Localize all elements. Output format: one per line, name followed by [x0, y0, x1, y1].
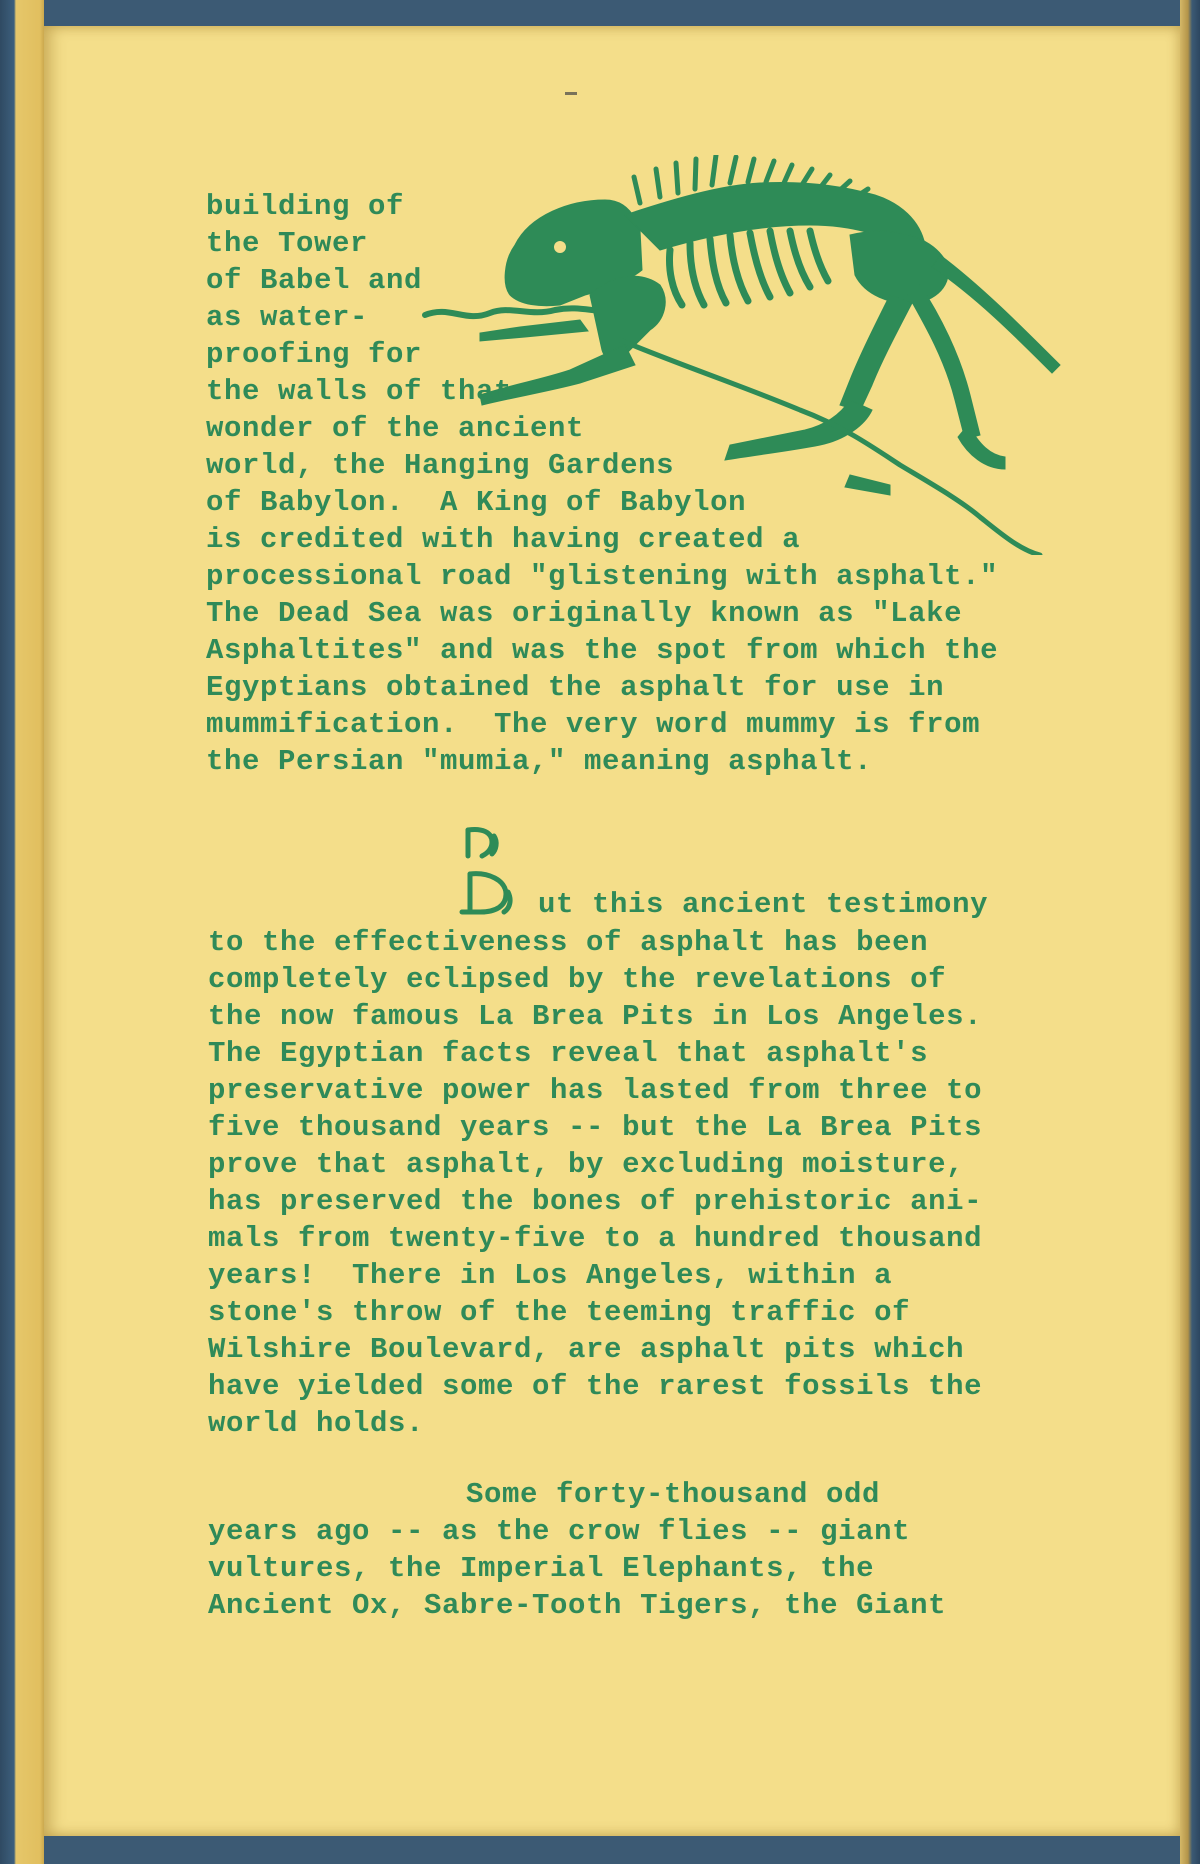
text-line: years ago -- as the crow flies -- giant	[208, 1515, 911, 1548]
text-line: years! There in Los Angeles, within a	[208, 1259, 893, 1292]
text-line: Some forty-thousand odd	[466, 1478, 881, 1511]
text-line: mals from twenty-five to a hundred thousand	[208, 1222, 983, 1255]
text-line: Wilshire Boulevard, are asphalt pits which	[208, 1333, 965, 1366]
text-line: Asphaltites" and was the spot from which the	[206, 634, 999, 667]
text-line: stone's throw of the teeming traffic of	[208, 1296, 911, 1329]
text-line: has preserved the bones of prehistoric ani-	[208, 1185, 983, 1218]
text-line: is credited with having created a	[206, 523, 801, 556]
text-line: as water-	[206, 301, 369, 334]
text-line: the now famous La Brea Pits in Los Angeles.	[208, 1000, 983, 1033]
text-line: five thousand years -- but the La Brea Pits	[208, 1111, 983, 1144]
text-line: the walls of that	[206, 375, 513, 408]
text-line: proofing for	[206, 338, 423, 371]
text-line: The Dead Sea was originally known as "Lake	[206, 597, 963, 630]
text-line: have yielded some of the rarest fossils the	[208, 1370, 983, 1403]
book-cover-edge	[0, 0, 44, 1864]
text-line: mummification. The very word mummy is from	[206, 708, 981, 741]
page-mark	[565, 92, 577, 95]
book-right-edge	[1180, 0, 1200, 1864]
text-line: The Egyptian facts reveal that asphalt's	[208, 1037, 929, 1070]
text-line: building of	[206, 190, 405, 223]
text-line: vultures, the Imperial Elephants, the	[208, 1552, 875, 1585]
text-line: Ancient Ox, Sabre-Tooth Tigers, the Giant	[208, 1589, 947, 1622]
text-line: the Tower	[206, 227, 369, 260]
text-line: prove that asphalt, by excluding moisture,	[208, 1148, 965, 1181]
text-line: preservative power has lasted from three to	[208, 1074, 983, 1107]
text-line: ut this ancient testimony	[538, 888, 989, 921]
text-line: wonder of the ancient	[206, 412, 585, 445]
text-line: processional road "glistening with asphalt."	[206, 560, 999, 593]
text-line: world holds.	[208, 1407, 425, 1440]
text-line: world, the Hanging Gardens	[206, 449, 675, 482]
text-line: to the effectiveness of asphalt has been	[208, 926, 929, 959]
text-line: of Babylon. A King of Babylon	[206, 486, 747, 519]
text-line: completely eclipsed by the revelations of	[208, 963, 947, 996]
text-line: of Babel and	[206, 264, 423, 297]
drop-cap-b	[458, 822, 518, 920]
text-line: Egyptians obtained the asphalt for use in	[206, 671, 945, 704]
text-line: the Persian "mumia," meaning asphalt.	[206, 745, 873, 778]
